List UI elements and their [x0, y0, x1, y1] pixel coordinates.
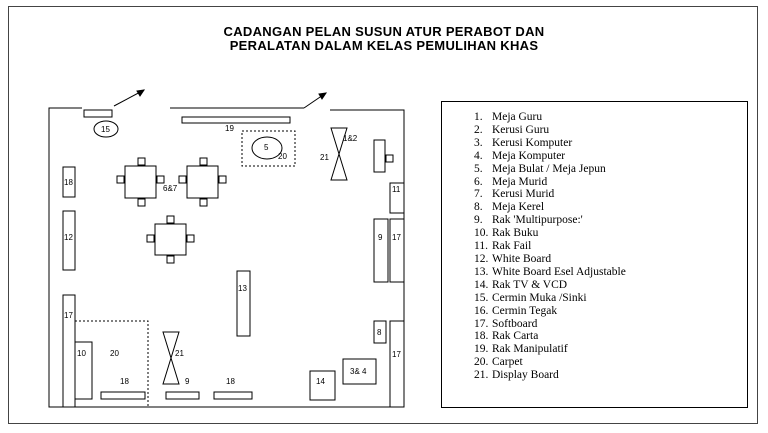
- label-18-bottom-right: 18: [226, 377, 235, 386]
- student-table-1: [117, 158, 164, 206]
- softboard-17-right-lower: [390, 321, 404, 407]
- legend-box: [441, 101, 748, 408]
- softboard-17-right-upper: [390, 219, 404, 282]
- chart-rack-18-bottom-right: [214, 392, 252, 399]
- shelf-19: [182, 117, 290, 123]
- legend-item: 14. Rak TV & VCD: [474, 278, 568, 291]
- label-20-bottom: 20: [110, 349, 119, 358]
- label-21-bottom: 21: [175, 349, 184, 358]
- label-17-right-lower: 17: [392, 350, 401, 359]
- label-11: 11: [392, 185, 401, 194]
- room-wall: [49, 108, 404, 407]
- teacher-chair: [386, 155, 393, 162]
- door-arrow-left: [114, 90, 144, 106]
- legend-item: 1. Meja Guru: [474, 111, 543, 123]
- display-board-21-bottom: [163, 332, 179, 384]
- legend-item: 13. White Board Esel Adjustable: [474, 265, 626, 278]
- label-1-2: 1&2: [343, 134, 358, 143]
- sink-counter: [84, 110, 112, 117]
- legend-item: 3. Kerusi Komputer: [474, 136, 573, 149]
- label-5: 5: [264, 143, 269, 152]
- label-19: 19: [225, 124, 234, 133]
- legend-item: 21. Display Board: [474, 369, 559, 382]
- legend-item: 8. Meja Kerel: [474, 201, 545, 214]
- legend-item: 12. White Board: [474, 252, 552, 265]
- title-line-1: CADANGAN PELAN SUSUN ATUR PERABOT DAN: [223, 24, 545, 39]
- plan-labels: [64, 124, 401, 386]
- legend-item: 11. Rak Fail: [474, 240, 532, 253]
- label-9-right: 9: [378, 233, 383, 242]
- legend-item: 10. Rak Buku: [474, 227, 539, 240]
- door-arrow-right: [304, 93, 326, 108]
- legend-item: 2. Kerusi Guru: [474, 123, 550, 136]
- multipurpose-rack-9-bottom: [166, 392, 199, 399]
- legend-item: 18. Rak Carta: [474, 330, 539, 343]
- legend-item: 5. Meja Bulat / Meja Jepun: [474, 162, 606, 175]
- label-18-bottom-left: 18: [120, 377, 129, 386]
- label-17-left: 17: [64, 311, 73, 320]
- legend-item: 4. Meja Komputer: [474, 149, 566, 162]
- label-15: 15: [101, 125, 110, 134]
- label-20-top: 20: [278, 152, 287, 161]
- legend-item: 6. Meja Murid: [474, 175, 548, 188]
- carpet-20-top: [242, 131, 295, 166]
- legend-item: 9. Rak 'Multipurpose:': [474, 214, 583, 227]
- whiteboard-easel-13: [237, 271, 250, 336]
- label-12: 12: [64, 233, 73, 242]
- label-10: 10: [77, 349, 86, 358]
- legend-item: 17. Softboard: [474, 317, 538, 330]
- student-table-3: [147, 216, 194, 263]
- chart-rack-18-bottom-left: [101, 392, 145, 399]
- label-9-bottom: 9: [185, 377, 190, 386]
- label-3-4: 3& 4: [350, 367, 367, 376]
- teacher-desk: [374, 140, 385, 172]
- student-table-2: [179, 158, 226, 206]
- label-14: 14: [316, 377, 325, 386]
- title-line-2: PERALATAN DALAM KELAS PEMULIHAN KHAS: [229, 38, 539, 53]
- legend-item: 20. Carpet: [474, 356, 523, 369]
- label-8: 8: [377, 328, 382, 337]
- legend-item: 16. Cermin Tegak: [474, 304, 558, 317]
- legend-item: 15. Cermin Muka /Sinki: [474, 291, 587, 304]
- label-17-right-upper: 17: [392, 233, 401, 242]
- label-6-7: 6&7: [163, 184, 178, 193]
- label-18-left: 18: [64, 178, 73, 187]
- label-13: 13: [238, 284, 247, 293]
- legend-item: 19. Rak Manipulatif: [474, 343, 568, 356]
- multipurpose-rack-9-right: [374, 219, 388, 282]
- label-21-top: 21: [320, 153, 329, 162]
- legend-item: 7. Kerusi Murid: [474, 188, 555, 201]
- carpet-20-bottom: [75, 321, 148, 407]
- legend-list: [474, 111, 626, 382]
